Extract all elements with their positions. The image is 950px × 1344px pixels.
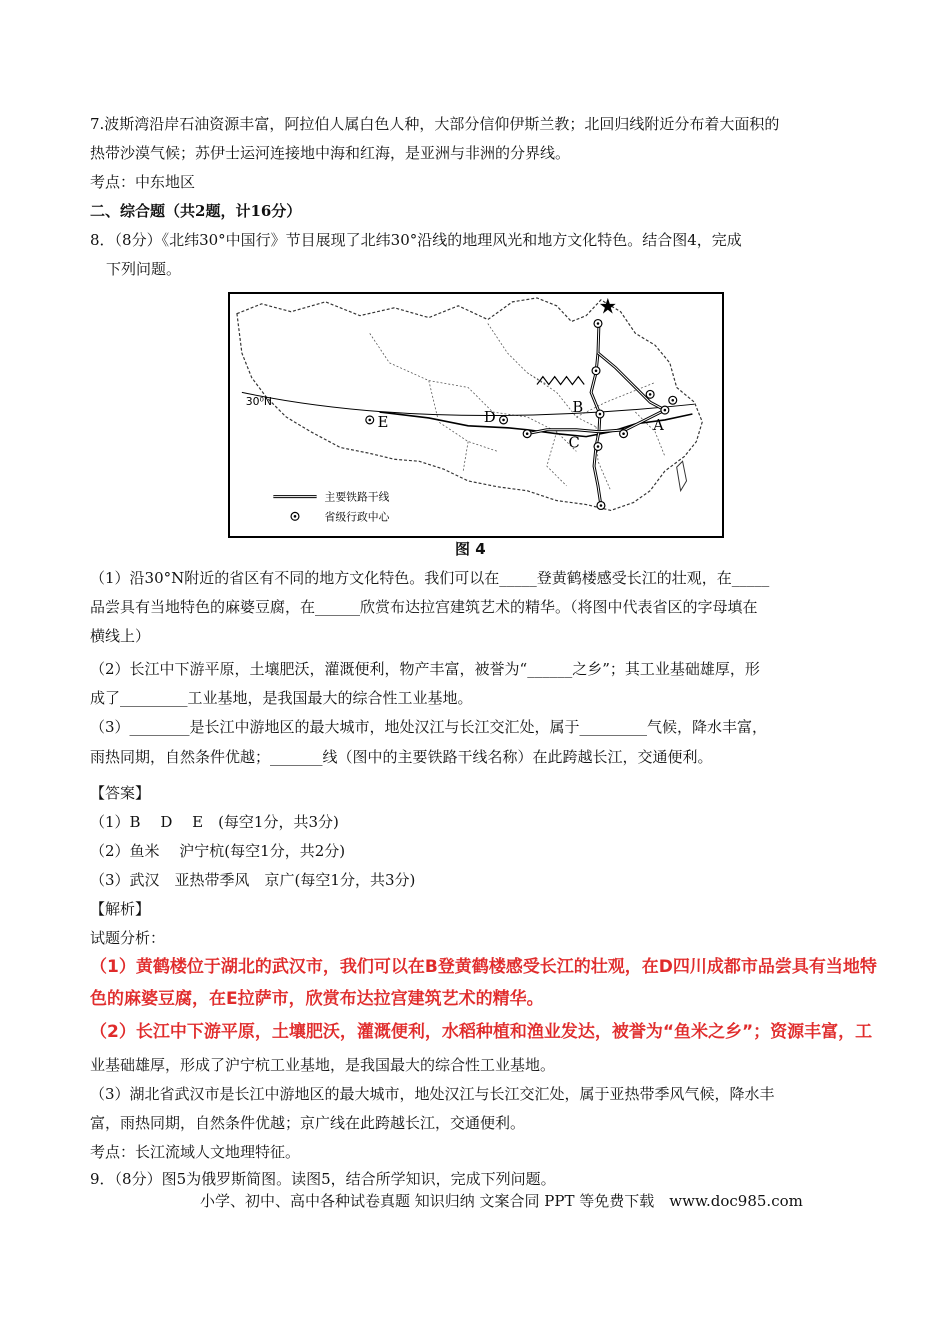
q8-sub1-line-3: 横线上） [90, 627, 151, 645]
q8-sub3-line-1: （3）________是长江中游地区的最大城市，地处汉江与长江交汇处，属于_________气候，降水丰富， [90, 718, 768, 736]
q8-sub2-line-2: 成了_________工业基地，是我国最大的综合性工业基地。 [90, 689, 473, 707]
q8-sub2-line-1: （2）长江中下游平原，土壤肥沃，灌溉便利，物产丰富，被誉为“______之乡”；其工业基础雄厚，形 [90, 660, 760, 678]
label-a: A [653, 416, 664, 434]
q7-line-2: 热带沙漠气候；苏伊士运河连接地中海和红海，是亚洲与非洲的分界线。 [90, 144, 571, 162]
analysis-2-line-2: 业基础雄厚，形成了沪宁杭工业基地，是我国最大的综合性工业基地。 [90, 1056, 556, 1074]
analysis-2-line-1: （2）长江中下游平原，土壤肥沃，灌溉便利，水稻种植和渔业发达，被誉为“鱼米之乡”；资源丰富，工 [90, 1022, 873, 1042]
q8-sub1-line-1: （1）沿30°N附近的省区有不同的地方文化特色。我们可以在_____登黄鹤楼感受长江的壮观，在_____ [90, 569, 770, 587]
mountain-icon [537, 377, 584, 385]
legend-capital-label: 省级行政中心 [324, 510, 390, 524]
answer-3: （3）武汉 亚热带季风 京广(每空1分，共3分) [90, 871, 416, 889]
page-footer: 小学、初中、高中各种试卷真题 知识归纳 文案合同 PPT 等免费下载 www.doc985.com [200, 1192, 803, 1210]
q9-line-1: 9．（8分）图5为俄罗斯简图。读图5，结合所学知识，完成下列问题。 [90, 1170, 556, 1188]
label-e: E [377, 413, 389, 431]
latitude-30n-line [242, 392, 695, 415]
analysis-3-line-2: 富，雨热同期，自然条件优越；京广线在此跨越长江，交通便利。 [90, 1114, 526, 1132]
figure-caption: 图 4 [455, 540, 486, 558]
analysis-3-line-1: （3）湖北省武汉市是长江中游地区的最大城市，地处汉江与长江交汇处，属于亚热带季风气候，降水丰 [90, 1085, 775, 1103]
answer-2: （2）鱼米 沪宁杭(每空1分，共2分) [90, 842, 346, 860]
q7-line-1: 7.波斯湾沿岸石油资源丰富，阿拉伯人属白色人种，大部分信仰伊斯兰教；北回归线附近分布着大面积的 [90, 115, 780, 133]
label-d: D [483, 408, 496, 426]
label-b: B [572, 399, 584, 417]
analysis-1-line-1: （1）黄鹤楼位于湖北的武汉市，我们可以在B登黄鹤楼感受长江的壮观，在D四川成都市品尝具有当地特 [90, 957, 877, 977]
q8-line-1: 8．（8分）《北纬30°中国行》节目展现了北纬30°沿线的地理风光和地方文化特色。结合图4，完成 [90, 231, 742, 249]
q8-sub3-line-2: 雨热同期，自然条件优越；_______线（图中的主要铁路干线名称）在此跨越长江，交通便利。 [90, 748, 713, 766]
q7-kaodian: 考点：中东地区 [90, 173, 196, 191]
q8-line-2: 下列问题。 [106, 260, 182, 278]
answer-heading: 【答案】 [90, 784, 151, 802]
label-30n: 30⁰N [245, 395, 272, 409]
section-2-title: 二、综合题（共2题，计16分） [90, 202, 302, 220]
q8-sub1-line-2: 品尝具有当地特色的麻婆豆腐，在______欣赏布达拉宫建筑艺术的精华。（将图中代表省区的字母填在 [90, 598, 758, 616]
circle-dot-icon [366, 320, 677, 510]
star-icon [600, 298, 616, 314]
analysis-heading: 【解析】 [90, 900, 151, 918]
analysis-intro: 试题分析： [90, 929, 166, 947]
figure-4-map [228, 292, 724, 538]
q8-kaodian: 考点：长江流域人文地理特征。 [90, 1143, 301, 1161]
analysis-1-line-2: 色的麻婆豆腐，在E拉萨市，欣赏布达拉宫建筑艺术的精华。 [90, 989, 544, 1009]
label-c: C [568, 434, 580, 452]
legend-rail-label: 主要铁路干线 [324, 490, 390, 504]
answer-1: （1）B D E (每空1分，共3分) [90, 813, 339, 831]
